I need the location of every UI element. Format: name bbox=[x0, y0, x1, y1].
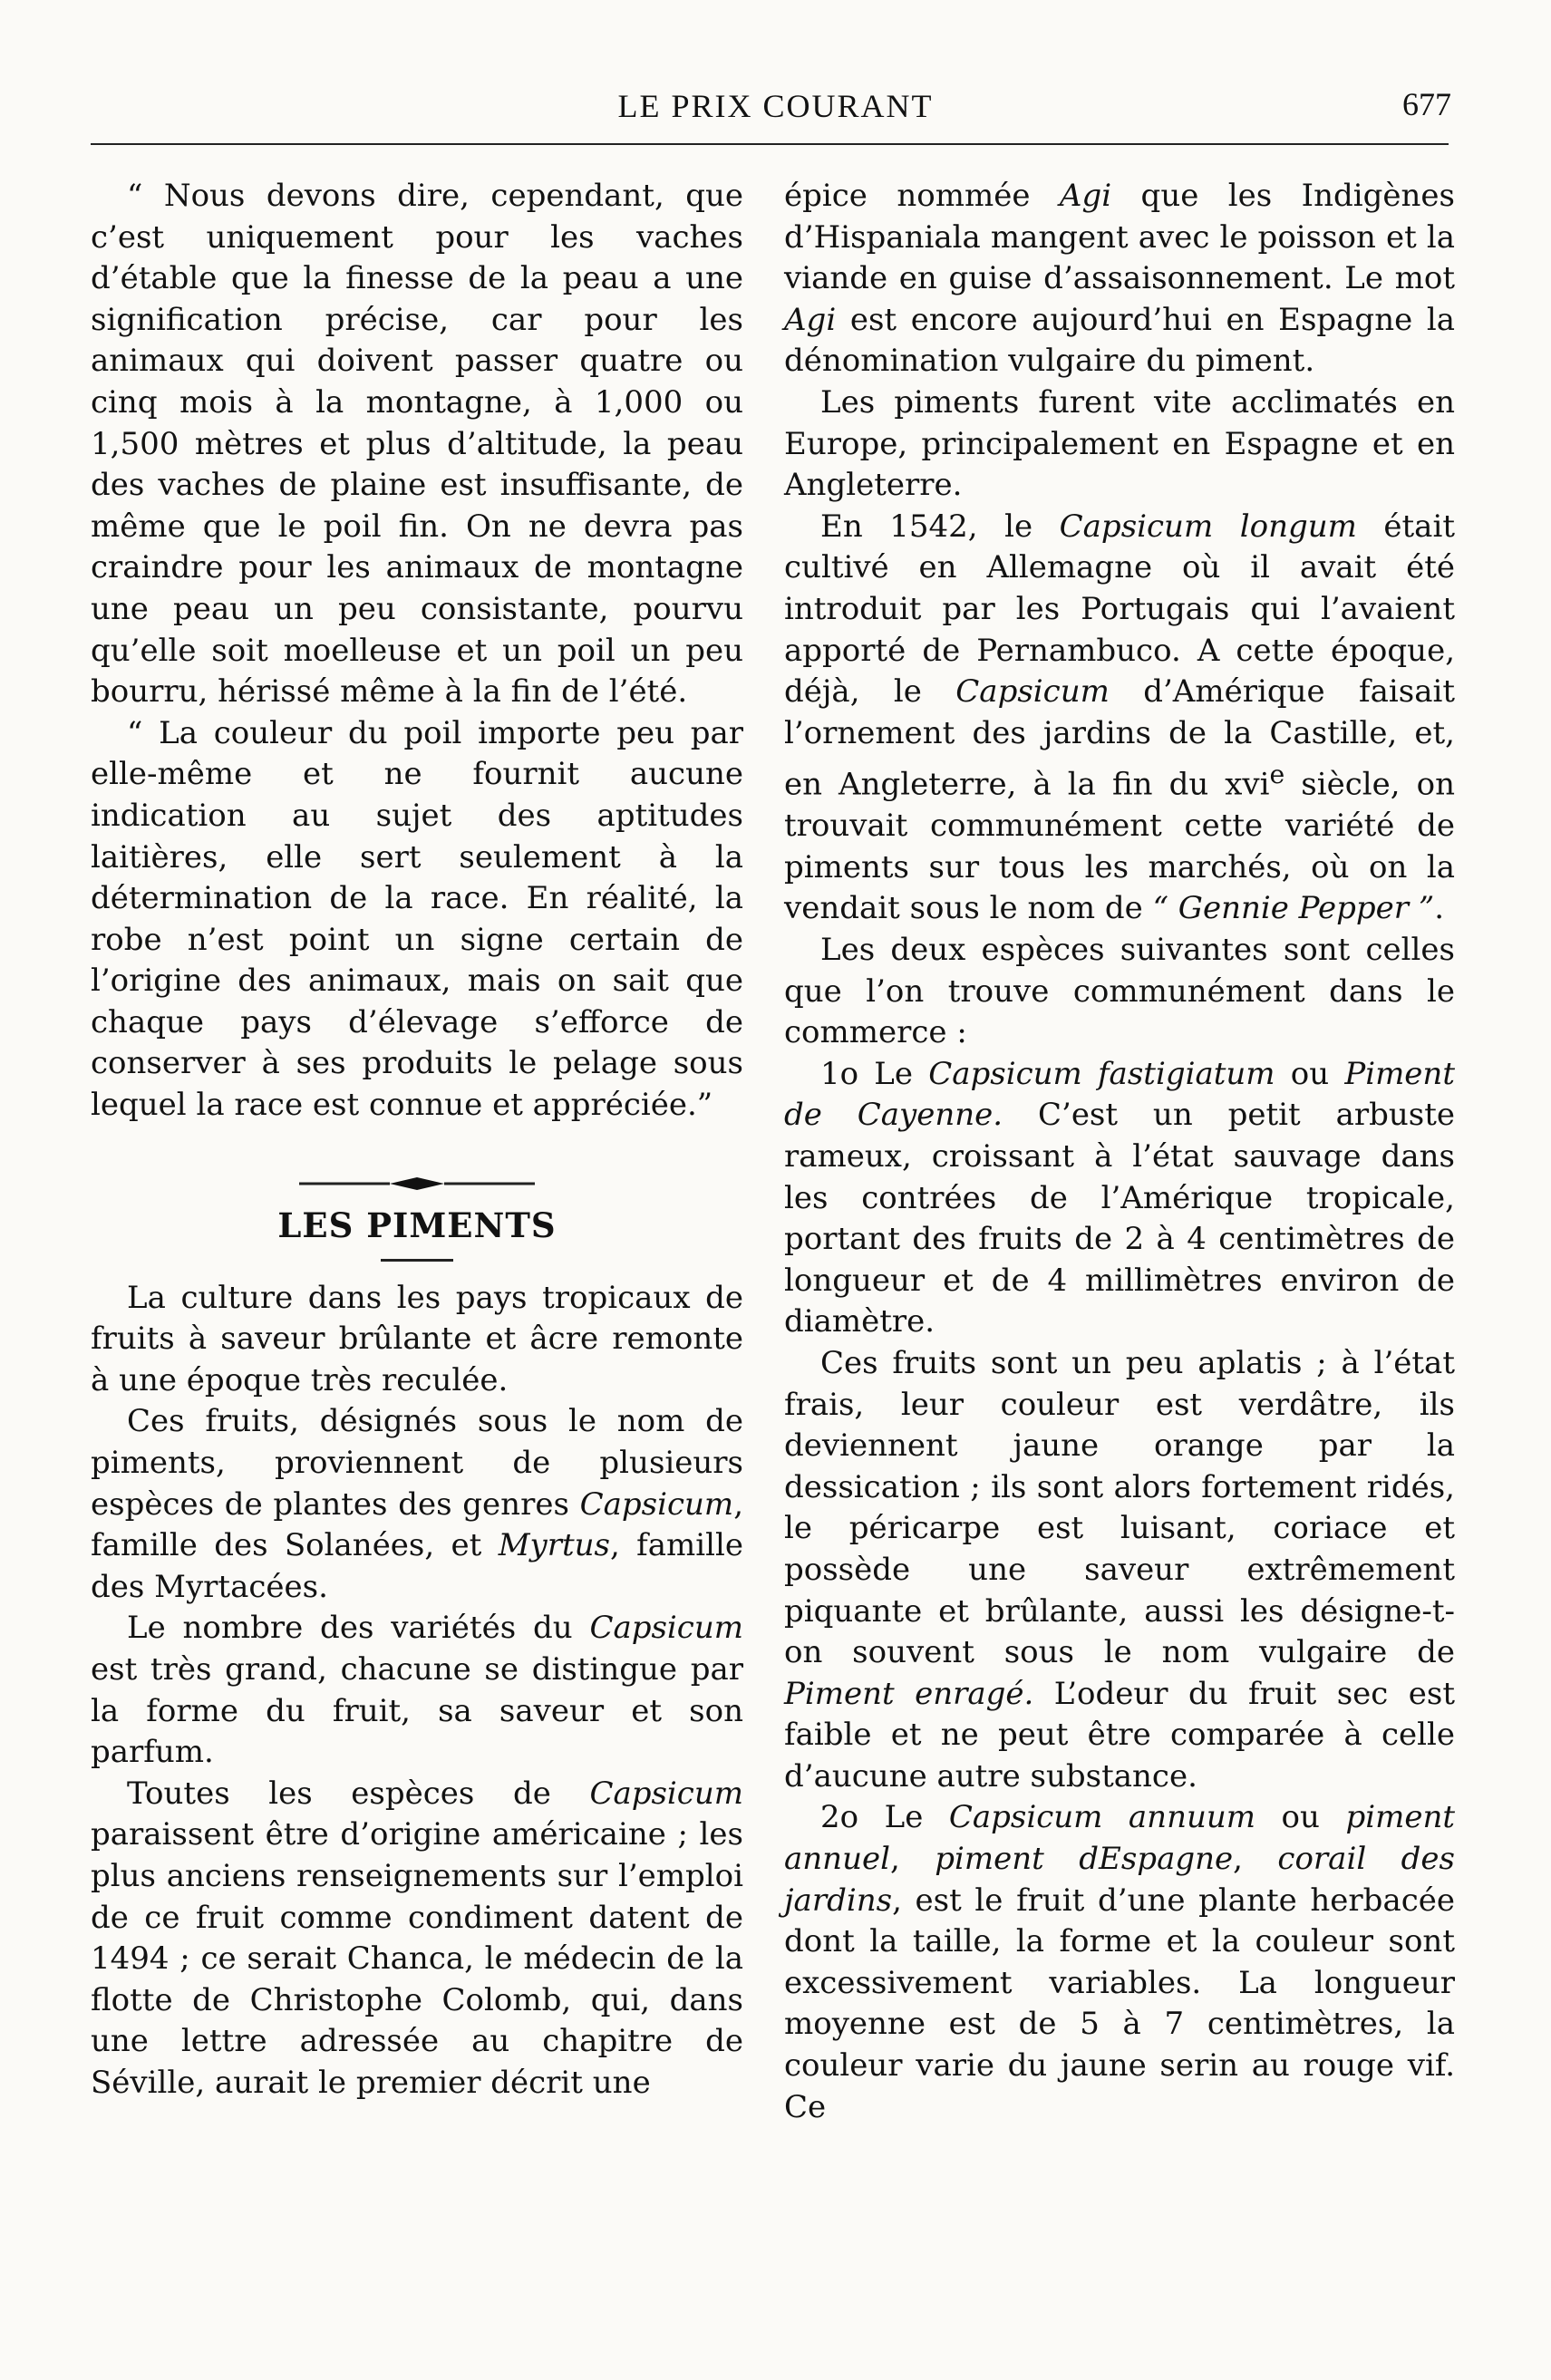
right-paragraph-4: Les deux espèces suivantes sont celles que l’on trouve communément dans le commerce : bbox=[784, 932, 1455, 1051]
piments-paragraph-3: Le nombre des variétés du Capsicum est très grand, chacune se distingue par la forme du fruit, sa saveur et son parfum. bbox=[91, 1610, 743, 1771]
right-paragraph-1: épice nommée Agi que les Indigènes d’Hispaniala mangent avec le poisson et la viande en guise d’assaisonnement. Le mot Agi est encore aujourd’hui en Espagne la dénomination vulgaire du piment. bbox=[784, 178, 1455, 380]
piments-paragraph-2: Ces fruits, désignés sous le nom de piments, proviennent de plusieurs espèces de plantes des genres Capsicum, famille des Solanées, et Myrtus, famille des Myrtacées. bbox=[91, 1403, 744, 1605]
right-paragraph-5: 1o Le Capsicum fastigiatum ou Piment de Cayenne. C’est un petit arbuste rameux, croissant à l’état sauvage dans les contrées de l’Amérique tropicale, portant des fruits de 2 à 4 centimètres de longueur et de 4 millimètres environ de diamètre. bbox=[784, 1055, 1455, 1340]
page-number: 677 bbox=[1402, 86, 1451, 122]
section-ornament bbox=[91, 1165, 743, 1192]
right-paragraph-2: Les piments furent vite acclimatés en Europe, principalement en Espagne et en Angleterre. bbox=[784, 383, 1455, 504]
section-title: LES PIMENTS bbox=[277, 1205, 557, 1245]
quote-paragraph-1: “ Nous devons dire, cependant, que c’est uniquement pour les vaches d’étable que la finesse de la peau a une signification précise, car pour les animaux qui doivent passer quatre ou cinq mois à la montagne, à 1,000 ou 1,500 mètres et plus d’altitude, la peau des vaches de plaine est insuffisante, de même que le poil fin. On ne devra pas craindre pour les animaux de montagne une peau un peu consistante, pourvu qu’elle soit moelleuse et un poil un peu bourru, hérissé même à la fin de l’été. bbox=[91, 178, 743, 711]
left-column bbox=[91, 176, 743, 2104]
right-paragraph-7: 2o Le Capsicum annuum ou piment annuel, piment dEspagne, corail des jardins, est le fruit d’une plante herbacée dont la taille, la forme et la couleur sont excessivement variables. La longueur moyenne est de 5 à 7 centimètres, la couleur varie du jaune serin au rouge vif. Ce bbox=[784, 1799, 1456, 2125]
right-paragraph-3: En 1542, le Capsicum longum était cultivé en Allemagne où il avait été introduit par les Portugais qui l’avaient apporté de Pernambuco. A cette époque, déjà, le Capsicum d’Amérique faisait l’ornement des jardins de la Castille, et, en Angleterre, à la fin du xvi$^e$ siècle, on trouvait communément cette variété de piments sur tous les marchés, où on la vendait sous le nom de “ Gennie Pepper ”. bbox=[784, 508, 1455, 927]
running-header-title: LE PRIX COURANT bbox=[617, 88, 934, 124]
ornament-divider-icon bbox=[299, 1173, 535, 1195]
piments-paragraph-4: Toutes les espèces de Capsicum paraissent être d’origine américaine ; les plus anciens renseignements sur l’emploi de ce fruit comme condiment datent de 1494 ; ce serait Chanca, le médecin de la flotte de Christophe Colomb, qui, dans une lettre adressée au chapitre de Séville, aurait le premier décrit une bbox=[91, 1775, 743, 2101]
title-rule bbox=[381, 1259, 453, 1262]
header-rule bbox=[91, 143, 1449, 145]
quote-paragraph-2: “ La couleur du poil importe peu par elle-même et ne fournit aucune indication au sujet des aptitudes laitières, elle sert seulement à la détermination de la race. En réalité, la robe n’est point un signe certain de l’origine des animaux, mais on sait que chaque pays d’élevage s’efforce de conserver à ses produits le pelage sous lequel la race est connue et appréciée.” bbox=[91, 714, 743, 1124]
right-paragraph-6: Ces fruits sont un peu aplatis ; à l’état frais, leur couleur est verdâtre, ils deviennent jaune orange par la dessication ; ils sont alors fortement ridés, le péricarpe est luisant, coriace et possède une saveur extrêmement piquante et brûlante, aussi les désigne-t-on souvent sous le nom vulgaire de Piment enragé. L’odeur du fruit sec est faible et ne peut être comparée à celle d’aucune autre substance. bbox=[784, 1344, 1455, 1795]
piments-paragraph-1: La culture dans les pays tropicaux de fruits à saveur brûlante et âcre remonte à une époque très reculée. bbox=[91, 1279, 743, 1398]
right-column bbox=[784, 176, 1455, 2128]
